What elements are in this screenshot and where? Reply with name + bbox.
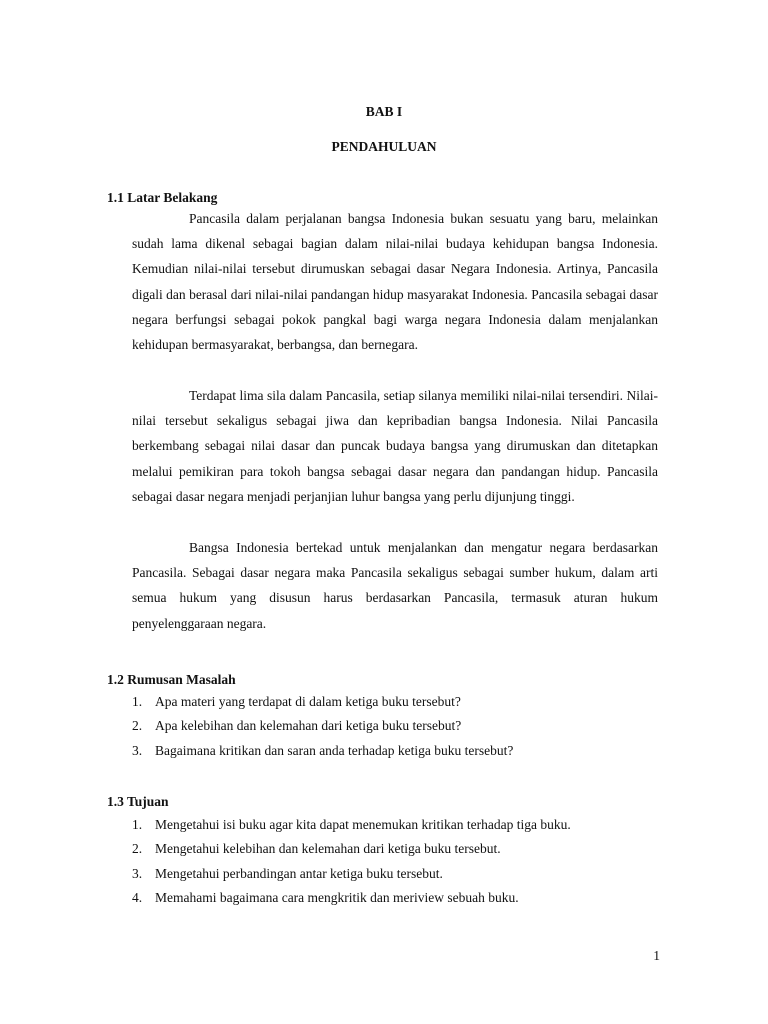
chapter-title: PENDAHULUAN	[331, 139, 437, 154]
list-item-number: 2.	[132, 841, 143, 857]
list-item-text: Mengetahui isi buku agar kita dapat menemukan kritikan terhadap tiga buku.	[155, 817, 571, 832]
list-item-number: 1.	[132, 817, 143, 832]
list-item	[132, 813, 672, 837]
list-item	[132, 886, 672, 910]
list-item-text: Mengetahui kelebihan dan kelemahan dari ketiga buku tersebut.	[155, 841, 501, 857]
list-item	[132, 714, 672, 738]
list-item	[132, 837, 672, 861]
page-number: 1	[653, 948, 660, 963]
paragraph-1: Pancasila dalam perjalanan bangsa Indonesia bukan sesuatu yang baru, melainkan sudah lama dikenal sebagai bagian dalam nilai-nilai budaya kehidupan bangsa Indonesia. Kemudian nilai-nilai tersebut dirumuskan sebagai dasar Negara Indonesia. Artinya, Pancasila digali dan berasal dari nilai-nilai pandangan hidup masyarakat Indonesia. Pancasila sebagai dasar negara berfungsi sebagai pokok pangkal bagi warga negara Indonesia dalam menjalankan kehidupan bermasyarakat, berbangsa, dan bernegara.	[132, 211, 658, 353]
list-item-number: 4.	[132, 889, 143, 905]
list-item-number: 2.	[132, 718, 143, 734]
list-item-text: Apa kelebihan dan kelemahan dari ketiga buku tersebut?	[155, 718, 462, 734]
list-item-text: Apa materi yang terdapat di dalam ketiga buku tersebut?	[155, 694, 461, 709]
list-item-text: Memahami bagaimana cara mengkritik dan meriview sebuah buku.	[155, 889, 519, 905]
list-item-number: 1.	[132, 694, 143, 709]
list-item-number: 3.	[132, 742, 143, 758]
paragraph-2: Terdapat lima sila dalam Pancasila, setiap silanya memiliki nilai-nilai tersendiri. Nilai-nilai tersebut sekaligus sebagai jiwa dan kepribadian bangsa Indonesia. Nilai Pancasila berkembang sebagai nilai dasar dan puncak budaya bangsa yang dirumuskan dan ditetapkan melalui pemikiran para tokoh bangsa sebagai dasar negara dan pandangan hidup. Pancasila sebagai dasar negara menjadi perjanjian luhur bangsa yang perlu dijunjung tinggi.	[132, 388, 658, 504]
tujuan-list	[132, 813, 672, 910]
section-heading-tujuan: 1.3 Tujuan	[107, 794, 169, 809]
list-item	[132, 862, 672, 886]
section-heading-latar-belakang: 1.1 Latar Belakang	[107, 190, 218, 205]
list-item-number: 3.	[132, 865, 143, 881]
chapter-label: BAB I	[365, 104, 403, 119]
list-item	[132, 690, 672, 714]
rumusan-masalah-list	[132, 690, 672, 763]
list-item-text: Bagaimana kritikan dan saran anda terhadap ketiga buku tersebut?	[155, 742, 514, 758]
section-heading-rumusan-masalah: 1.2 Rumusan Masalah	[107, 672, 236, 687]
paragraph-3: Bangsa Indonesia bertekad untuk menjalankan dan mengatur negara berdasarkan Pancasila. Sebagai dasar negara maka Pancasila sekaligus sebagai sumber hukum, dalam arti semua hukum yang disusun harus berdasarkan Pancasila, termasuk aturan hukum penyelenggaraan negara.	[132, 540, 658, 631]
list-item	[132, 739, 672, 763]
list-item-text: Mengetahui perbandingan antar ketiga buku tersebut.	[155, 865, 443, 881]
